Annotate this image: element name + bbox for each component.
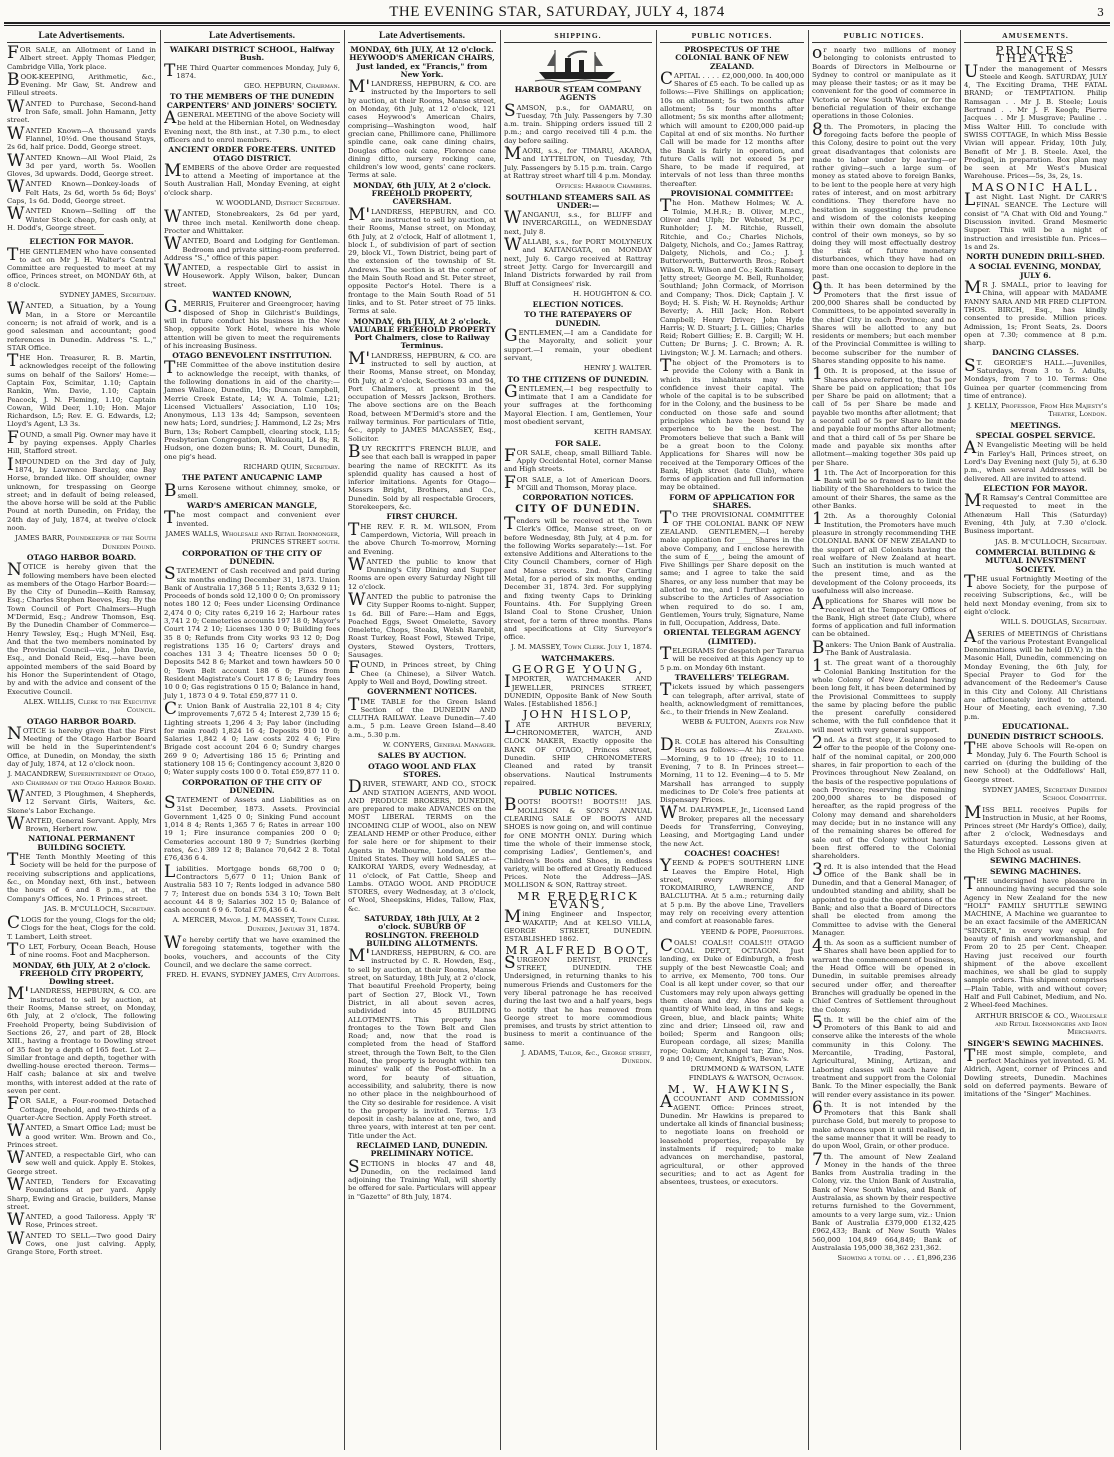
advertisement: ACCOUNTANT AND COMMISSION AGENT. Office: Princes street, Dunedin. Mr Hawkins is prepared to undertake all kinds of financial business; to negotiate loans on freehold or leasehold properties, repayable by instalments if required; to make advances on merchandise, pastoral, agricultural, or other approved securities; and to act as Agent for absentees, trustees, or executors. bbox=[660, 1092, 804, 1187]
signature-line: Offices: Harbour Chambers. bbox=[555, 182, 652, 191]
advertisement: FOR SALE, an Allotment of Land in Albert street. Apply Thomas Pledger, Cambridge Villa, York place. bbox=[7, 43, 156, 71]
signature-line: SYDNEY JAMES, Secretary. bbox=[59, 291, 156, 300]
advertisement: FOUND, a small Pig. Owner may have it by paying expenses. Apply Charles Hill, Stafford street. bbox=[7, 427, 156, 456]
advertisement: 7th. The amount of New Zealand Money in the hands of the three Banks from Australia trading in the Colony, viz. the Union Bank of Australia, Bank of New South Wales, and Bank of Australasia, as shown by their respective returns furnished to the Government, amounts to a very large sum, viz.: Union Bank of Australia £379,000 £132,425 £962,433; Bank of New South Wales 560,000 104,849 664,849; Bank of Australasia 195,000 38,362 231,362. bbox=[812, 1149, 956, 1252]
advertisement: WANTED Known—Donkey-loads of Felt Hats, 2s 6d, worth 5s 6d; Boys' Caps, 1s 6d. Dodd, George street. bbox=[7, 177, 156, 206]
column-heading: AMUSEMENTS. bbox=[964, 30, 1107, 43]
signature-line: JAMES WALLS, Wholesale and Retail Ironmonger, PRINCES STREET south. bbox=[165, 530, 340, 547]
section-heading: OTAGO HARBOR BOARD. bbox=[26, 716, 137, 726]
advertisement: Mining Engineer and Inspector, WAKATIP; And at KELSO VILLA, GEORGE STREET, DUNEDIN. ESTABLISHED 1862. bbox=[504, 907, 652, 944]
advertisement: IMPORTER, WATCHMAKER AND JEWELLER, PRINCES STREET, DUNEDIN, Opposite Bank of New South Wales. [Established 1856.] bbox=[504, 672, 652, 709]
section-heading: A SOCIAL EVENING, MONDAY, JULY 6. bbox=[969, 262, 1102, 280]
advertisement: IMPOUNDED on the 3rd day of July, 1874, by Lawrence Barclay, one Bay Horse, branded like. Off shoulder, owner unknown, for trespassing on George street; and in default of being released, the above horse will be sold at the Public Pound at north Dunedin, on Friday, the 24th day of July, 1874, at twelve o'clock noon. bbox=[7, 454, 156, 533]
section-heading: SPECIAL GOSPEL SERVICE. bbox=[975, 431, 1096, 441]
advertisement: or nearly two millions of money belonging to colonists entrusted to Boards of Directors in Melbourne or Sydney to control or manipulate as it may please their tastes; or as it may be convenient for the good of commerce in Victoria or New South Wales, or for the beneficial regulation of their exchange operations in those Colonies. bbox=[812, 43, 956, 121]
advertisement: 12th. As a thoroughly Colonial Institution, the Promoters have much pleasure in strongly recommending THE COLONIAL BANK OF NEW ZEALAND to the support of all Colonists having the real welfare of New Zealand at heart. Such an institution is much wanted at the present time, and as the development of the Colony proceeds, its usefulness will also increase. bbox=[812, 509, 956, 595]
section-heading: TO THE RATEPAYERS OF DUNEDIN. bbox=[524, 310, 632, 328]
section-heading: OTAGO BENEVOLENT INSTITUTION. bbox=[172, 351, 332, 361]
advertisement: FOUND, in Princes street, by Ching Chee (a Chinese), a Silver Watch. Apply to Weil and Boyd, Dowling street. bbox=[348, 658, 496, 686]
section-heading: ORIENTAL TELEGRAM AGENCY (LIMITED). bbox=[663, 628, 801, 646]
signature-line: ARTHUR BRISCOE & CO., Wholesale and Retail Ironmongers and Iron Merchants. bbox=[975, 1011, 1107, 1037]
advertisement: Tickets issued by which passengers can telegraph, after arrival, state of health, acknowledgment of remittances, &c., to their friends in New Zealand. bbox=[660, 680, 804, 717]
column-heading: PUBLIC NOTICES. bbox=[660, 30, 804, 43]
advertisement: M'LANDRESS, HEPBURN, & CO. are instructed to sell by auction, at their Rooms, Manse street, on Monday, 6th July, at 2 o'clock, Sections 93 and 94, Port Chalmers, at present in the occupation of Messrs Jackson, Brothers. The above sections are on the Beach Road, between M'Dermid's store and the railway terminus. For particulars of Title, &c., apply to JAMES MACASSEY, Esq., Solicitor. bbox=[348, 348, 496, 443]
steamship-icon bbox=[535, 46, 621, 84]
section-heading: TO THE CITIZENS OF DUNEDIN. bbox=[507, 374, 649, 384]
column-heading: Late Advertisements. bbox=[164, 30, 340, 43]
advertisement: Last Night. Last Night. Dr CARR'S FINAL SEANCE. The Lecture will consist of "A Chat with Old and Young." Discussion invited. Grand Mesmeric Supper. This will be a night of instruction and irresistible fun. Prices—1s and 2s. bbox=[964, 190, 1107, 251]
section-heading: MONDAY, 6th JULY, At 12 o'clock. HEYWOOD'S AMERICAN CHAIRS, Just landed, ex "Francis," from New York. bbox=[349, 45, 495, 79]
signature-line: J. MACANDREW, Superintendent of Otago, and Chairman of the Otago Harbor Board. bbox=[7, 770, 156, 787]
advertisement: BOOTS! BOOTS!! BOOTS!!! JAS. MOLLISON & SON'S ANNUAL CLEARING SALE OF BOOTS AND SHOES is now going on, and will continue for ONE MONTH ONLY. During which time the whole of their immense stock, comprising Ladies', Gentlemen's, and Children's Boots and Shoes, in endless variety, will be offered at Greatly Reduced Prices. Note the Address—JAS. MOLLISON & SON, Rattray street. bbox=[504, 795, 652, 890]
section-divider bbox=[59, 234, 104, 235]
advertisement: LATE ARTHUR BEVERLY, CHRONOMETER, WATCH, AND CLOCK MAKER, Exactly opposite the BANK OF OTAGO, Princes street, Dunedin. SHIP CHRONOMETERS Cleaned and rated by transit observations. Nautical Instruments repaired. bbox=[504, 717, 652, 787]
column-2 bbox=[161, 30, 343, 1450]
section-heading: NORTH DUNEDIN DRILL-SHED. bbox=[966, 252, 1105, 262]
section-heading: SATURDAY, 18th JULY, At 2 o'clock. SUBURB OF ROSLINGTON. FREEHOLD BUILDING ALLOTMENTS. bbox=[364, 913, 480, 948]
signature-line: Showing a total of . . . £1,896,236 bbox=[837, 1254, 956, 1263]
section-heading: SALES BY AUCTION. bbox=[377, 751, 467, 761]
advertisement: CLOGS for the young, Clogs for the old; Clogs for the heat, Clogs for the cold. T. Lambert, Leith street. bbox=[7, 913, 156, 941]
advertisement: SAMSON, p.s., for OAMARU, on Tuesday, 7th July. Passengers by 7.30 a.m. train. Shipping orders issued till 2 p.m.; and cargo received till 4 p.m. the day before sailing. bbox=[504, 100, 652, 145]
masthead bbox=[0, 0, 1114, 22]
advertisement: THE GENTLEMEN who have consented to act on Mr J. H. Walter's Central Committee are requested to meet at my office, Princes street, on MONDAY 6th, at 8 o'clock. bbox=[7, 244, 156, 289]
signature-line: HENRY J. WALTER. bbox=[583, 364, 652, 373]
section-heading: ELECTION FOR MAYOR. bbox=[29, 237, 134, 247]
advertisement: M'LANDRESS, HEPBURN, & CO. are instructed by the Importers to sell by auction, at their Rooms, Manse street, on Monday, 6th July, at 12 o'clock, 121 cases Heywood's American Chairs, comprising—Washington wood, half grecian cane, Phillimore cane, Phillimore spindle cane, oak cane dining chairs, Douglas office oak cane, Florence cane dining ditto, nursery rocking cane, children's low wood, gents' cane rockers. Terms at sale. bbox=[348, 77, 496, 180]
advertisement: WANTED, 3 Ploughmen, 4 Shepherds, 12 Servant Girls, Waiters, &c. Skene's Labor Exchange. bbox=[7, 786, 156, 815]
advertisement: WANTED, General Servant. Apply, Mrs Brown, Herbert row. bbox=[7, 813, 156, 834]
advertisement: WANTED Known—All Wool Plaid, 2s 3d per yard, worth 5s. Woollen Gloves, 3d upwards. Dodd, George street. bbox=[7, 150, 156, 179]
advertisement: WANTED, a good Tailoress. Apply 'R' Rose, Princes street. bbox=[7, 1210, 156, 1231]
section-heading: NATIONAL PERMANENT BUILDING SOCIETY. bbox=[28, 834, 135, 852]
advertisement: GENTLEMEN,—I am a Candidate for the Mayoralty, and solicit your support.—I remain, your obedient servant, bbox=[504, 326, 652, 362]
display-name: JOHN HISLOP, bbox=[522, 707, 634, 722]
advertisement: FOR SALE, cheap, small Billiard Table. Apply Occidental Hotel, corner Manse and High streets. bbox=[504, 445, 652, 474]
advertisement: AGENERAL MEETING of the above Society will be held at the Hibernian Hotel, on Wednesday Evening next, the 8th inst., at 7.30 p.m., to elect officers and to enrol members. bbox=[164, 108, 340, 144]
advertisement: 11th. The Act of Incorporation for this Bank will be so framed as to limit the liability of the Shareholders to twice the amount of their Shares, the same as the other Banks. bbox=[812, 465, 956, 511]
column-heading: SHIPPING. bbox=[504, 30, 652, 43]
advertisement: TO THE PROVISIONAL COMMITTEE OF THE COLONIAL BANK OF NEW ZEALAND. GENTLEMEN,—I hereby make application for ____ Shares in the above Company, and I enclose herewith the sum of £____, being the amount of Five Shillings per Share deposit on the same; and I agree to take the said Shares, or any less number that may be allotted to me, and I further agree to subscribe to the Articles of Association when required to do so. I am, Gentlemen, Yours truly, Signature, Name in full, Occupation, Address, Date. bbox=[660, 508, 804, 628]
signature-line: DRUMMOND & WATSON, LATE FINDLAYS & WATSON, Octagon. bbox=[688, 1065, 804, 1082]
advertisement: Burns Kerosene without chimney, smoke, or smell. bbox=[164, 480, 340, 501]
display-name: PRINCESS THEATRE. bbox=[995, 43, 1076, 66]
advertisement: TO LET, Forbury, Ocean Beach, House of nine rooms. Foot and Macpherson. bbox=[7, 939, 156, 960]
advertisement: ASERIES of MEETINGS of Christians of the various Protestant Evangelical Denominations will be held (D.V.) in the Masonic Hall, Dunedin, commencing on Monday Evening, the 6th July, for Special Prayer to God for the advancement of the Redeemer's Cause in this City and Colony. All Christians are affectionately invited to attend. Hour of Meeting, each evening, 7.30 p.m. bbox=[964, 626, 1107, 721]
signature-line: WILL S. DOUGLAS, Secretary. bbox=[1000, 618, 1107, 627]
advertisement: STATEMENT of Cash received and paid during six months ending December 31, 1873. Union Bank of Australia 17,368 5 11; Rents 3,632 9 11; Proceeds of bonds sold 12,100 0 0; On promissory notes 180 12 0; Fees under Licensing Ordinance 2,474 0 0; City rates 6,219 16 2; Harbour rates 3,741 2 0; Cemeteries accounts 197 18 0; Mayor's Court 174 2 10; Licenses 130 0 0; Building fees 35 8 0; Refunds from City works 93 12 0; Dog registrations 135 16 0; Carters' drays and coaches 131 3 4; Theatre licenses 50 0 0; Deposits 542 8 6; Market and town hawkers 50 0 0; Town Belt account 188 6 0; Fines from Resident Magistrate's Court 17 8 6; Laundry fees 10 0 0; Gas registrations 0 15 0; Balance in hand, July 1, 1873 0 4 9. Total £59,877 11 0. bbox=[164, 564, 340, 700]
signature-line: KEITH RAMSAY. bbox=[593, 428, 652, 437]
header-rule bbox=[4, 22, 1110, 24]
advertisement: WANTED Known—Selling off the Winter Stock cheap, for cash only, at H. Dodd's, George street. bbox=[7, 204, 156, 232]
display-name: GEORGE YOUNG, bbox=[511, 662, 645, 676]
signature-line: GEO. HEPBURN, Chairman. bbox=[243, 82, 340, 91]
section-heading: MEETINGS. bbox=[1010, 420, 1061, 430]
advertisement: 1st. The great want of a thoroughly Colonial Banking Institution for the whole Colony of New Zealand having been long felt, it has been determined by the Provisional Committees to supply the same by placing before the public the present carefully considered scheme, with the full confidence that it will meet with very general support. bbox=[812, 656, 956, 734]
advertisement: M'LANDRESS, HEPBURN, & CO. are instructed by C. R. Howden, Esq., to sell by auction, at their Rooms, Manse street, on Saturday, 18th July, at 2 o'clock, That beautiful Freehold Property, being part of Section 27, Block VI., Town District, in all about seven acres, subdivided into 45 BUILDING ALLOTMENTS. This property has frontages to the Town Belt and Glen Road; and, now that the road is completed from the head of Stafford street, through the Town Belt, to the Glen Road, the property is brought within ten minutes' walk of the Post-office. In a word, for beauty of situation, accessibility, and salubrity, there is now no other place in the neighbourhood of the City so desirable for residence. A visit to the property is invited. Terms: 1/3 deposit in cash; balance at one, two, and three years, with interest at ten per cent. Title under the Act. bbox=[348, 946, 496, 1140]
section-heading: ANCIENT ORDER FORE-TERS. UNITED OTAGO DISTRICT. bbox=[168, 145, 336, 163]
advertisement: THE undersigned have pleasure in announcing having secured the sole Agency in New Zealand for the new "HOLT" FAMILY SHUTTLE SEWING MACHINE, A Machine we guarantee to be an exact facsimile of the AMERICAN "SINGER," in every way equal for beauty of finish and workmanship, and From 20 to 25 per Cent. Cheaper. Having just received our fourth shipment of the above excellent machines, we shall be glad to supply sample orders. This shipment comprises—Plain Table, with and without cover; Half and Full Cabinet, Medium, and No. 2 Wheel-feed Machines. bbox=[964, 873, 1107, 1010]
advertisement: WANGANUI, s.s., for BLUFF and INVERCARGILL, on WEDNESDAY next, July 8. bbox=[504, 208, 652, 236]
section-heading: WAIKARI DISTRICT SCHOOL, Halfway Bush. bbox=[169, 45, 335, 63]
section-heading: FOR SALE. bbox=[554, 438, 602, 448]
advertisement: ST. GEORGE'S HALL.—Juveniles, Saturdays, from 3 to 5. Adults, Mondays, from 7 to 10. Terms: One Guinea per quarter (commencing from time of entrance). bbox=[964, 355, 1107, 400]
advertisement: YEEND & POPE'S SOUTHERN LINE Leaves the Empire Hotel, High street, every morning for TOKOMAIRIRO, LAWRENCE, AND BALCLUTHA. At 5 a.m.; returning daily at 5 p.m. By the above Line, Travellers may rely on receiving every attention and comfort at reasonable fares. bbox=[660, 856, 804, 926]
advertisement: Liabilities. Mortgage bonds 68,700 0 0; Contractors 5,677 0 11; Union Bank of Australia 583 10 7; Rents lodged in advance 580 7 7; Interest due on bonds 534 3 10; Town Belt account 44 8 9; Salaries 302 15 0; Balance of cash account 6 9 6. Total £76,436 6 4. bbox=[164, 861, 340, 915]
signature-line: W. WOODLAND, District Secretary. bbox=[215, 199, 340, 208]
advertisement: MR Ramsay's Central Committee are requested to meet in the Athenæum Hall This (Saturday) Evening, 4th July, at 7.30 o'clock. Business important. bbox=[964, 491, 1107, 536]
advertisement: Applications for Shares will now be received at the Temporary Offices of the Bank, High street (late Club), where forms of application and full information can be obtained. bbox=[812, 594, 956, 639]
advertisement: CAPITAL . . . . £2,000,000. In 400,000 Shares of £5 each. To be called up as follows:—Five Shillings on application; 10s on allotment; 5s two months after allotment; 5s four months after allotment; 5s six months after allotment; which will amount to £200,000 paid-up Capital at end of six months. No further Call will be made for 12 months after the Bank is fairly in operation, and future Calls will not exceed 5s per Share, to be made if required, at intervals of not less than three months thereafter. bbox=[660, 68, 804, 188]
advertisement: M'LANDRESS, HEPBURN, and CO. are instructed to sell by auction, at their Rooms, Manse street, on Monday, 6th July, at 2 o'clock, Half of allotment 1, block I., of subdivision of part of section 29, block VI., Town District, being part of the extension of the township of St. Andrews. The section is at the corner of the Main South Road and St. Peter street, opposite Pector's Hotel. There is a frontage to the Main South Road of 51 links, and to St. Peter street of 75 links. Terms at sale. bbox=[348, 204, 496, 316]
advertisement: THE Hon. Treasurer, R. B. Martin, acknowledges receipt of the following sums on behalf of the Sailors' Home:—Captain Fox, Scimitar, 1.10; Captain Rankin, Wm. Davie, 1.10; Captain Peacock, J. N. Fleming, 1.10; Captain Cowan, Wild Deer, 1.10; Hon. Major Richardson, L5; Rev. E. G. Edwards, L2; Lloyd's Agent, L3 3s. bbox=[7, 351, 156, 429]
advertisement: WANTED, a Smart Office Lad; must be a good writer. Wm. Brown and Co., Princes street. bbox=[7, 1121, 156, 1149]
signature-line: FRED. H. EVANS, SYDNEY JAMES, City Auditors. bbox=[166, 971, 340, 980]
advertisement: MISS BELL receives Pupils for Instruction in Music, at her Rooms, Princes street (Mr Hardy's Office), daily, after 2 o'clock, Wednesdays and Saturdays excepted. Lessons given at the High School as usual. bbox=[964, 802, 1107, 856]
display-name: M. W. HAWKINS, bbox=[667, 1081, 797, 1096]
section-heading: GOVERNMENT NOTICES. bbox=[367, 687, 477, 697]
advertisement: GENTLEMEN,—I beg respectfully to intimate that I am a Candidate for your suffrages at the forthcoming Mayoral Election. I am, Gentlemen, Your most obedient servant, bbox=[504, 381, 652, 426]
newspaper-title: THE EVENING STAR, SATURDAY, JULY 4, 1874 bbox=[389, 4, 725, 20]
advertisement: THE Tenth Monthly Meeting of this Society will be held for the purpose of receiving subscriptions and applications, &c., on Monday next, 6th inst., between the hours of 6 and 8 p.m., at the Company's Offices, No. 1 Princes street. bbox=[7, 850, 156, 903]
advertisement: 3rd. It is also intended that the Head Office of the Bank shall be in Dunedin, and that a General Manager, of undoubted standing and ability, shall be appointed to guide the operations of the Bank; and also that a Board of Directors shall be elected from among the Committee to advise with the General Manager. bbox=[812, 859, 956, 937]
advertisement: The object of the Promoters is to provide the Colony with a Bank in which its inhabitants may with confidence invest their capital. The whole of the capital is to be subscribed for in the Colony, and the business to be conducted on those safe and sound principles which have been found by experience to be the best. The Promoters believe that such a Bank will be a great boon to the Colony. Applications for Shares will now be received at the Temporary Offices of the Bank, High street (late Club), where forms of application and full information may be obtained. bbox=[660, 355, 804, 492]
section-heading: THE PATENT ANUCAPNIC LAMP bbox=[181, 473, 323, 483]
section-heading: FORM OF APPLICATION FOR SHARES. bbox=[669, 492, 795, 511]
advertisement: NOTICE is hereby given that the following members have been elected as members of the Otago Harbor Board:—By the City of Dunedin—Keith Ramsay, Esq.; Charles Stephen Reeves, Esq. By the Town Council of Port Chalmers—Hugh M'Dermid, Esq.; Andrew Thomson, Esq. By the Dunedin Chamber of Commerce—Henry Tewsley, Esq.; Hugh M'Neil, Esq. And that the two members nominated by the Provincial Council—viz., John Davie, Esq., and Donald Reid, Esq.—have been appointed members of the said Board by his Honor the Superintendent of Otago, by and with the advice and consent of the Executive Council. bbox=[7, 560, 156, 696]
signature-line: JAS. B. M'CULLOCH, Secretary. bbox=[44, 904, 156, 913]
section-heading: HARBOUR STEAM COMPANY AGENTS bbox=[514, 85, 642, 103]
signature-line: J. ADAMS, Tailor, &c., George street, Dunedin. bbox=[521, 1049, 652, 1066]
advertisement: TELEGRAMS for despatch per Tararua will be received at this Agency up to 5 p.m. on Monday 6th instant. bbox=[660, 644, 804, 672]
advertisement: Cr. Union Bank of Australia 22,101 8 4; City improvements 7,672 5 4; Interest 2,739 15 6; Lighting streets 1,296 4 3; Pay labor (including for main road) 1,824 16 4; Deposits 910 10 0; Salaries 1,842 4 0; Law costs 202 4 6; Fire Brigade cost account 204 6 0; Sundry charges 269 9 0; Advertising 186 15 6; Printing and stationery 108 15 6; Contingency account 3,820 0 0; Water supply costs 100 0 0. Total £59,877 11 0. bbox=[164, 698, 340, 777]
column-heading: Late Advertisements. bbox=[348, 30, 496, 43]
display-heading: CITY OF DUNEDIN. bbox=[515, 503, 641, 515]
section-heading: MONDAY, 6th JULY, At 2 o'clock. VALUABLE FREEHOLD PROPERTY Port Chalmers, close to Railway Terminus. bbox=[348, 316, 496, 351]
section-heading: TRAVELLERS' TELEGRAM. bbox=[674, 672, 790, 682]
column-6 bbox=[809, 30, 959, 1450]
advertisement: The Hon. Mathew Holmes; W. A. Tolmie, M.H.R.; B. Oliver, M.P.C., Oliver and Ulph; Dr Webster, M.P.C., Runholder; J. M. Ritchie, Russell, Ritchie, and Co.; Charles Nichols, Dalgety, Nichols, and Co.; James Rattray, Dalgety, Nichols, and Co.; J. J. Butterworth, Butterworth Bros.; Robert Wilson, R. Wilson and Co.; Keith Ramsay, Jetty street; George M. Bell, Runholder, Southland; John Cormack, of Morrison and Company; Thos. Dick; Captain J. V. Boyd; H. S. Fish; W. H. Reynolds; Arthur Beverly; A. Hill Jack; Hon. Robert Campbell; Henry Driver; John Hyde Harris; W. D. Stuart; J. L. Gillies; Charles Reid; Robert Gillies; E. B. Cargill; W. H. Cutten; Dr Burns; J. C. Brown; A. R. Livingston; W. J. M. Larnach; and others. bbox=[660, 196, 804, 357]
advertisement: SURGEON DENTIST, PRINCES STREET, DUNEDIN. THE Undersigned, in returning thanks to his numerous Friends and Customers for the very liberal patronage he has received during the last two and a half years, begs to notify that he has removed from George street to more commodious premises, and trusts by strict attention to business to merit a continuance of the same. bbox=[504, 952, 652, 1047]
section-heading: SINGER'S SEWING MACHINES. bbox=[967, 1038, 1104, 1048]
section-heading: WANTED KNOWN, bbox=[212, 290, 292, 300]
advertisement: The most compact and convenient ever invented. bbox=[164, 508, 340, 529]
column-heading: PUBLIC NOTICES. bbox=[812, 30, 956, 43]
advertisement: BOOK-KEEPING, Arithmetic, &c., Evening. Mr Gaw, St. Andrew and Filleul streets. bbox=[7, 69, 156, 98]
advertisement: WANTED, Board and Lodging for Gentleman. Bedroom and private sitting-room preferred. Address "S.," office of this paper. bbox=[164, 234, 340, 262]
display-name: MR FREDERICK EVANS, bbox=[517, 888, 639, 912]
advertisement: TIME TABLE for the Green Island Section of the DUNEDIN AND CLUTHA RAILWAY. Leave Dunedin—7.40 a.m., 5 p.m. Leave Green Island—8.40 a.m., 5.30 p.m. bbox=[348, 694, 496, 739]
display-name: MASONIC HALL. bbox=[971, 179, 1100, 194]
advertisement: THE usual Fortnightly Meeting of the above Society, for the purpose of receiving Subscriptions, &c., will be held next Monday evening, from six to eight o'clock. bbox=[964, 571, 1107, 616]
column-7 bbox=[961, 30, 1110, 1450]
advertisement: 8th. The Promoters, in placing the foregoing facts before the people of this Colony, desire to point out the very great disadvantages that colonists are made to labor under by leaving—or rather giving—such a large sum of money as stated above to foreign Banks, to be lent to the people here at very high rates of interest, and on most arbitrary conditions. They therefore have no hesitation in suggesting the prudence and wisdom of the colonists keeping within their own domain the absolute control of their own moneys, so by so doing they will most effectually destroy the risk of future monetary disturbances, which they have had on more than one occasion to deplore in the past. bbox=[812, 119, 956, 281]
column-3 bbox=[345, 30, 499, 1450]
advertisement: FOR SALE, a Four-roomed Detached Cottage, freehold, and two-thirds of a Quarter-Acre Section. Apply Forth street. bbox=[7, 1094, 156, 1122]
advertisement: WANTED to Purchase, Second-hand Iron Safe, small. John Hamann, Jetty street. bbox=[7, 96, 156, 125]
section-heading: PUBLIC NOTICES. bbox=[538, 788, 618, 798]
section-heading: SOUTHLAND STEAMERS SAIL AS UNDER:— bbox=[505, 192, 651, 210]
column-4 bbox=[501, 30, 655, 1450]
advertisement: WALLABI, s.s., for PORT MOLYNEUX and KAITANGATA, on MONDAY next, July 6. Cargo received at Rattray street Jetty. Cargo for Invercargill and Inland Districts forwarded by rail from Bluff at Consignees' risk. bbox=[504, 235, 652, 288]
advertisement: THE above Schools will Re-open on Monday, July 6. The Fourth School is carried on (during the building of the new School) at the Oddfellows' Hall, George street. bbox=[964, 739, 1107, 784]
section-heading: SEWING MACHINES. bbox=[989, 866, 1082, 876]
section-heading: COACHES! COACHES! bbox=[684, 848, 780, 858]
signature-line: J. M. MASSEY, Town Clerk. July 1, 1874. bbox=[511, 643, 652, 652]
section-heading: PROSPECTUS OF THE COLONIAL BANK OF NEW ZEALAND. bbox=[675, 45, 789, 71]
signature-line: H. HOUGHTON & CO. bbox=[573, 289, 652, 298]
page-number: 3 bbox=[1097, 6, 1104, 19]
section-heading: CORPORATION NOTICES. bbox=[522, 493, 634, 503]
advertisement: MAORI, s.s., for TIMARU, AKAROA, and LYTTELTON, on Tuesday, 7th July. Passengers by 5.15 p.m. train. Cargo at Rattray street wharf till 4 p.m. Monday. bbox=[504, 144, 652, 180]
header-rule-thin bbox=[4, 25, 1110, 26]
advertisement: WM. DALRYMPLE, Jr., Licensed Land Broker, prepares all the necessary Deeds for Transferring, Conveying, Leasing, and Mortgaging Land under the new Act. bbox=[660, 803, 804, 848]
column-5 bbox=[657, 30, 807, 1450]
signature-line: ALEX. WILLIS, Clerk to the Executive Council. bbox=[23, 697, 156, 715]
advertisement: STATEMENT of Assets and Liabilities as on 31st December, 1873. Assets. Provincial Government 1,425 0 0; Sinking Fund account 1,014 8 4; Rents 1,365 7 6; Rates in arrear 100 19 1; Fire insurance companies 200 0 0; Cemeteries account 180 9 7; Sundries (kerbing rates, &c.) 389 12 8; Balance 70,642 2 8. Total £76,436 6 4. bbox=[164, 793, 340, 863]
advertisement: WANTED the public to know that Dunning's City Dining and Supper Rooms are open every Saturday Night till 12 o'clock. bbox=[348, 554, 496, 591]
advertisement: WANTED TO SELL—Two good Dairy Cows, one just calving. Apply, Grange Store, Forth street. bbox=[7, 1228, 156, 1257]
signature-line: JAS. B. M'CULLOCH, Secretary. bbox=[995, 537, 1107, 546]
advertisement: WANTED the public to patronise the City Supper Rooms to-night. Supper, 1s 6d. Bill of Fare:—Ham and Eggs, Poached Eggs, Sweet Omelette, Savory Omelette, Chops, Steaks, Welsh Rarebit, Roast Turkey, Roast Fowl, Stewed Tripe, Oysters, Stewed Oysters, Trotters, Sausages. bbox=[348, 590, 496, 660]
section-heading: MONDAY, 6th JULY, At 2 o'clock. FREEHOLD CITY PROPERTY, Dowling street. bbox=[12, 960, 151, 987]
advertisement: G.MERRIS, Fruiterer and Greengrocer, having disposed of Shop in Gilchrist's Buildings, will in future conduct his business in the New Shop, opposite York Hotel, where his whole attention will be given to meet the requirements of his increasing Business. bbox=[164, 297, 340, 350]
advertisement: WANTED, a respectable Girl to assist in Housework. Apply Wilson, baker, Duncan street. bbox=[164, 261, 340, 289]
section-heading: TO THE MEMBERS OF THE DUNEDIN CARPENTERS' AND JOINERS' SOCIETY. bbox=[166, 92, 338, 110]
advertisement: Bankers: The Union Bank of Australia. The Bank of Australasia. bbox=[812, 637, 956, 658]
display-name: MR ALFRED BOOT, bbox=[505, 942, 651, 957]
section-heading: ELECTION NOTICES. bbox=[532, 300, 624, 310]
advertisement: FOR SALE, a lot of American Doors. M'Gill and Thomson, Moray place. bbox=[504, 472, 652, 493]
section-heading: OTAGO WOOL AND FLAX STORES. bbox=[368, 761, 476, 779]
advertisement: 4th. As soon as a sufficient number of Shares shall have been applied for to warrant the commencement of business, the Head Office will be opened in Dunedin, in suitable premises already secured under offer, and thereafter Branches will gradually be opened in the Chief Centres of Settlement throughout the Colony. bbox=[812, 936, 956, 1014]
signature-line: JAMES BARR, Poundkeeper of the South Dunedin Pound. bbox=[15, 534, 156, 551]
advertisement: 10th. It is proposed, at the issue of Shares above referred to, that 5s per Share be paid on application; that 10s per Share be paid on allotment; that a call of 5s per Share be made and payable two months after allotment; that a second call of 5s per Share be made and payable four months after allotment; and that a third call of 5s per Share be made and payable six months after allotment—making together 30s paid up per Share. bbox=[812, 364, 956, 467]
signature-line: WEBB & FULTON, Agents for New Zealand. bbox=[682, 718, 804, 735]
section-heading: FIRST CHURCH. bbox=[386, 512, 458, 522]
section-heading: SEWING MACHINES. bbox=[989, 856, 1082, 866]
section-heading: OTAGO HARBOR BOARD. bbox=[26, 552, 137, 562]
signature-line: YEEND & POPE, Proprietors. bbox=[700, 927, 804, 936]
advertisement: DRIVER, STEWART, AND CO., STOCK AND STATION AGENTS, AND WOOL AND PRODUCE BROKERS, DUNEDIN, are prepared to make ADVANCES on the MOST LIBERAL TERMS on the INCOMING CLIP of WOOL, also on NEW ZEALAND HEMP or other Produce, either for sale here or for shipment to their Agents in Melbourne, London, or the United States. They will hold SALES at—KAIKORAI YARDS, every Wednesday, at 11 o'clock, of Fat Cattle, Sheep and Lambs. OTAGO WOOL AND PRODUCE STORES, every Wednesday, at 3 o'clock, of Wool, Sheepskins, Hides, Tallow, Flax, &c. bbox=[348, 777, 496, 913]
advertisement: THE REV. F. R. M. WILSON, From Camperdown, Victoria, Will preach in the above Church To-morrow, Morning and Evening. bbox=[348, 519, 496, 556]
advertisement: WANTED, Tenders for Excavating Foundations at per yard. Apply Sharp, Ewing and Gracie, builders, Manse street. bbox=[7, 1175, 156, 1211]
advertisement: Tenders will be received at the Town Clerk's Office, Manse street, on or before Wednesday, 8th July, at 4 p.m. for the following Works separately:—1st. For extensive Additions and Alterations to the City Council Chambers, corner of High and Manse streets. 2nd. For Carting Metal, for a period of six months, ending December 31, 1874. 3rd. For supplying and fixing twenty Caps to Drinking Fountains. 4th. For Supplying Green Island Coal to Stone Crusher, Union street, for a term of three months. Plans and specifications at City Surveyor's office. bbox=[504, 513, 652, 642]
advertisement: THE Committee of the above institution desire to acknowledge the receipt, with thanks, of the following donations in aid of the charity:—James Wallace, Dunedin, 10s; Duncan Campbell, Merrie Creek Estate, L4; W. A. Tolmie, L21; Licensed Victuallers' Association, L10 10s; Anonymous, L13 13s 4d; Sampson, seventeen new hats; Lord, sundries; J. Hammond, L2 2s; Mrs Burn, 13s; Robert Campbell, clearing stock, L15; Presbyterian Congregation, Waikouaiti, L4 8s; R. Hudson, one dozen buns; R. M. Court, Dunedin, one pig's head. bbox=[164, 358, 340, 461]
advertisement: SECTIONS in blocks 47 and 48, Dunedin, on the reclaimed land adjoining the Training Wall, will shortly be offered for sale. Particulars will appear in "Gazette" of 8th July, 1874. bbox=[348, 1156, 496, 1201]
advertisement: WANTED, a respectable Girl, who can sew well and quick. Apply E. Stokes, George street. bbox=[7, 1148, 156, 1176]
advertisement: COALS! COALS!! COALS!!! OTAGO COAL DEPOT, OCTAGON. Just landing, ex Duke of Edinburgh, a fresh supply of the best Newcastle Coal; and to arrive, ex Memento, 700 tons. Our Coal is all kept under cover, so that our Customers may rely upon always getting them clean and dry. Also for sale a quantity of White lead, in tins and kegs; Green, blue, and black paints; White zinc and drier; Linseed oil, raw and boiled; Sperm and Rangoon oils; European cordage, all sizes; Manilla rope; Oakum; Archangel tar; Zinc, Nos. 9 and 10; Cement, Knight's, Bevan's. bbox=[660, 935, 804, 1064]
signature-line: RICHARD QUIN, Secretary. bbox=[243, 462, 340, 471]
advertisement: WANTED, Stonebreakers, 2s 6d per yard, three inch metal. Kenilworth done cheap. Procter and Whittaker. bbox=[164, 207, 340, 235]
section-heading: RECLAIMED LAND, DUNEDIN. PRELIMINARY NOTICE. bbox=[356, 1141, 488, 1159]
column-1 bbox=[4, 30, 159, 1450]
advertisement: THE most simple, complete, and perfect Machines yet invented. G. M. Aldrich, Agent, corner of Princes and Dowling streets, Dunedin. Machines sold on deferred payments. Beware of imitations of the "Singer" Machines. bbox=[964, 1045, 1107, 1099]
advertisement: MR J. SMALL, prior to leaving for China, will appear with MADAME FANNY SARA AND MR FRED CLIFTON. THOS. BIRCH, Esq., has kindly consented to preside. Million prices. Admission, 1s; Front Seats, 2s. Doors open at 7.30; commence at 8 p.m. sharp. bbox=[964, 278, 1107, 348]
section-heading: CORPORATION OF THE CITY OF DUNEDIN. bbox=[182, 548, 322, 566]
advertisement: 6th. It is not intended by the Promoters that this Bank shall purchase Gold, but merely to propose to make advances upon it until realised, in the same manner that it will be ready to do upon Wool, Grain, or other produce. bbox=[812, 1097, 956, 1151]
advertisement: WANTED Known—A thousand yards Flannel, 10½d. One thousand Stays, 2s 6d, half price. Dodd, George street. bbox=[7, 123, 156, 152]
advertisement: MEMBERS of the above Order are requested to attend a Meeting of importance at the South Australian Hall, Monday Evening, at eight o'clock sharp. bbox=[164, 160, 340, 197]
section-heading: PROVISIONAL COMMITTEE: bbox=[670, 189, 794, 199]
advertisement: BUY RECKITT'S FRENCH BLUE, and see that each ball is wrapped in paper bearing the name of RECKITT. As its splendid quality has caused a host of inferior imitations. Agents for Otago—Messrs Bright, Brothers, and Co., Dunedin. Sold by all respectable Grocers, Storekeepers, &c. bbox=[348, 441, 496, 512]
section-heading: ELECTION FOR MAYOR. bbox=[983, 483, 1088, 493]
advertisement: WANTED, a Situation, by a Young Man, in a Store or Mercantile concern; is not afraid of work, and is a good salesman and accountant; good references in Dunedin. Address "S. L.," STAR Office. bbox=[7, 299, 156, 352]
advertisement: NOTICE is hereby given that the First Meeting of the Otago Harbor Board will be held in the Superintendent's Office, at Dunedin, on Monday, the sixth day of July, 1874, at 12 o'clock noon. bbox=[7, 723, 156, 769]
advertisement: AN Evangelistic Meeting will be held in Farley's Hall, Princes street, on Lord's Day Evening next (July 5), at 6.30 p.m., when several Addresses will be delivered. All are invited to attend. bbox=[964, 438, 1107, 483]
advertisement: THE Third Quarter commences Monday, July 6, 1874. bbox=[164, 60, 340, 81]
advertisement: M'LANDRESS, HEPBURN, & CO. are instructed to sell by auction, at their Rooms, Manse street, on Monday, 6th July, at 2 o'clock, The following Freehold Property, being Subdivision of Sections 26, 27, and part of 28, Block XIII., having a frontage to Dowling street of 35 feet by a depth of 165 feet. Lot 2—Similar frontage and depth, together with dwelling-house erected thereon. Terms—Half cash; balance at six and twelve months, with interest added at the rate of seven per cent. bbox=[7, 984, 156, 1096]
section-heading: EDUCATIONAL. bbox=[1001, 721, 1070, 731]
signature-line: SYDNEY JAMES, Secretary Dunedin School Committee. bbox=[982, 785, 1107, 803]
section-heading: CORPORATION OF THE CITY OF DUNEDIN. bbox=[182, 777, 322, 795]
section-heading: DUNEDIN DISTRICT SCHOOLS. bbox=[967, 732, 1104, 742]
advertisement: Under the management of Messrs Steele and Keogh. SATURDAY, JULY 4, The Exciting Drama, THE FATAL BRAND; or TEMPTATION. Philip Ramsagan . . Mr J. B. Steele; Louis Bertrand . . Mr J. F. Keogh; Pierre Jacques . . Mr J. Musgrave; Pauline . . Miss Walter Hill. To conclude with SWISS COTTAGE, In which Miss Bessie Vivian will appear. Friday, 10th July, Benefit of Mr J. B. Steele. Axel, the Prodigal, in preparation. Box plan may be seen at Mr West's Musical Warehouse. Prices—5s, 3s, 2s, 1s. bbox=[964, 61, 1107, 181]
section-heading: COMMERCIAL BUILDING & MUTUAL INVESTMENT SOCIETY. bbox=[975, 547, 1096, 574]
signature-line: W. CONYERS, General Manager. bbox=[382, 741, 496, 750]
advertisement: 9th. It has been determined by the Promoters that the first issue of 200,000 Shares shall be conducted by Committees, to be appointed severally in the chief City in each Province; and no Shares will be allotted to any but residents or members; but each member of the Provincial Committee is willing to become subscriber for the number of Shares standing opposite to his name. bbox=[812, 279, 956, 365]
column-heading: Late Advertisements. bbox=[7, 30, 156, 43]
signature-line: J. KELLY, Professor, From Her Majesty's Theatre, London. bbox=[967, 402, 1107, 419]
signature-line: A. MERCER, Mayor. J. M. MASSEY, Town Clerk. Dunedin, January 31, 1874. bbox=[172, 916, 340, 933]
advertisement: 2nd. As a first step, it is proposed to offer to the people of the Colony one-half of the nominal capital, or 200,000 shares, in fair proportion to each of the Provinces throughout New Zealand, on the basis of the respective populations of each Province; reserving the remaining 200,000 shares to be disposed of hereafter, as the rapid progress of the Colony may demand and shareholders may decide; but in no instance will any of the remaining shares be offered for sale out of the Colony without having been first offered to the Colonial shareholders. bbox=[812, 733, 956, 861]
advertisement: We hereby certify that we have examined the foregoing statements, together with the books, vouchers, and accounts of the City Council, and we declare the same correct. bbox=[164, 932, 340, 969]
section-heading: WARD'S AMERICAN MANGLE, bbox=[186, 501, 318, 511]
section-heading: MONDAY, 6th JULY, At 2 o'clock. FREEHOLD PROPERTY, CAVERSHAM. bbox=[353, 180, 491, 207]
section-heading: WATCHMAKERS. bbox=[541, 653, 615, 663]
advertisement: DR. COLE has altered his Consulting Hours as follows:—At his residence—Morning, 9 to 10 (free); 10 to 11. Evening, 7 to 8. In Princes street—Morning, 11 to 12. Evening—4 to 5. Mr Marshall has arranged to supply medicines to Dr Cole's free patients at Dispensary Prices. bbox=[660, 735, 804, 805]
section-heading: DANCING CLASSES. bbox=[992, 348, 1079, 358]
advertisement: 5th. It will be the chief aim of the Promoters of this Bank to aid and conserve alike the interests of the whole community in this Colony. The Mercantile, Trading, Pastoral, Agricultural, Mining, Artizan, and Laboring classes will each have fair treatment and support from the Colonial Bank. To the Miner especially, the Bank will render every assistance in its power. bbox=[812, 1012, 956, 1099]
